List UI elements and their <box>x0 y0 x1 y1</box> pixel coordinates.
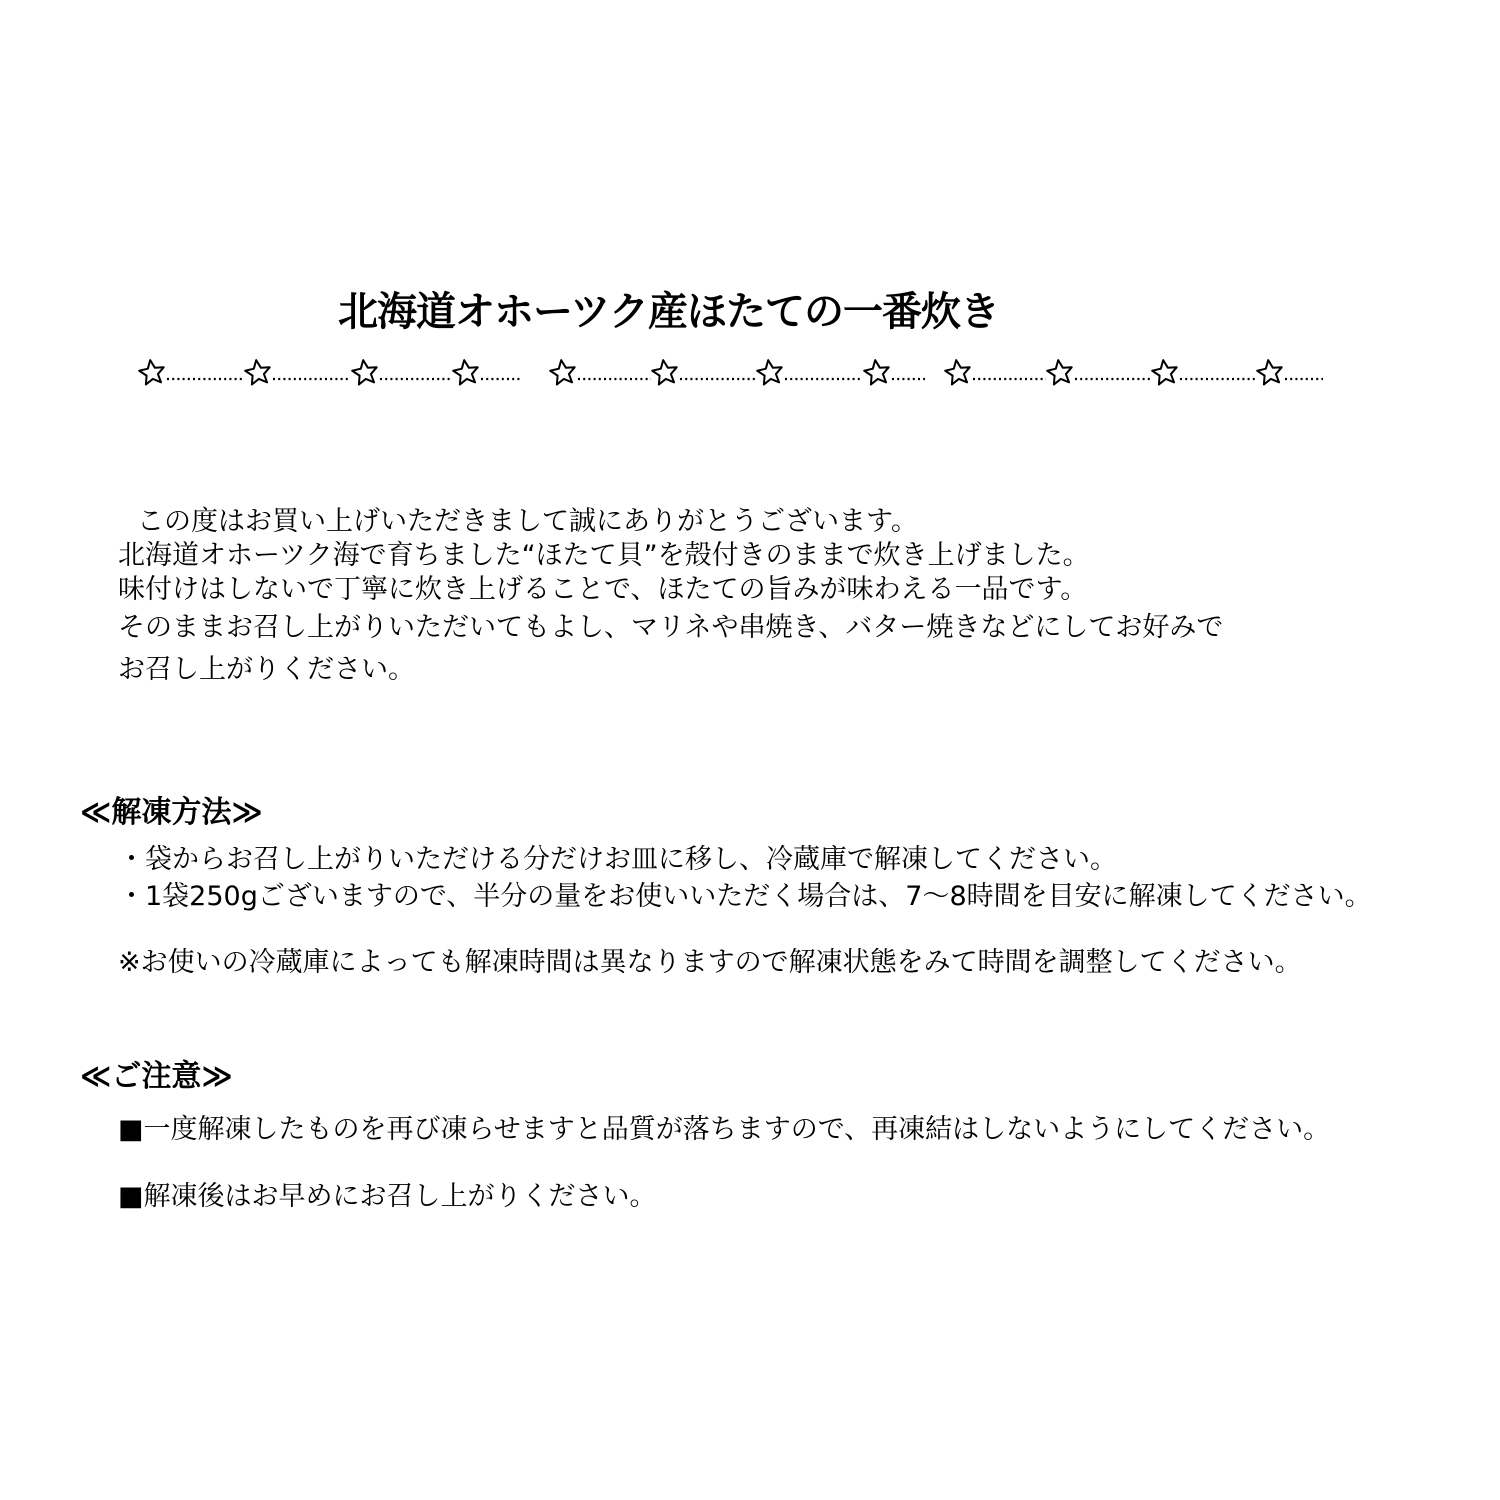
caution-heading: ≪ご注意≫ <box>80 1059 233 1094</box>
star-outline-icon <box>863 358 891 385</box>
star-outline-icon <box>756 358 784 385</box>
star-outline-icon <box>944 358 972 385</box>
thawing-item: ・1袋250gございますので、半分の量をお使いいただく場合は、7～8時間を目安に解凍してください。 <box>118 881 1372 912</box>
caution-item: ■一度解凍したものを再び凍らせますと品質が落ちますので、再凍結はしないようにしてください。 <box>118 1114 1331 1145</box>
caution-item: ■解凍後はお早めにお召し上がりください。 <box>118 1181 657 1212</box>
intro-line: そのままお召し上がりいただいてもよし、マリネや串焼き、バター焼きなどにしてお好みで <box>118 612 1224 643</box>
intro-line: お召し上がりください。 <box>118 654 415 685</box>
star-outline-icon <box>244 358 272 385</box>
page-title: 北海道オホーツク産ほたての一番炊き <box>338 288 999 335</box>
star-outline-icon <box>1046 358 1074 385</box>
star-divider <box>0 355 1500 395</box>
intro-line: 北海道オホーツク海で育ちました“ほたて貝”を殻付きのままで炊き上げました。 <box>118 540 1090 571</box>
star-outline-icon <box>452 358 480 385</box>
star-outline-icon <box>651 358 679 385</box>
intro-line: この度はお買い上げいただきまして誠にありがとうございます。 <box>137 506 918 537</box>
intro-line: 味付けはしないで丁寧に炊き上げることで、ほたての旨みが味わえる一品です。 <box>118 574 1088 605</box>
thawing-note: ※お使いの冷蔵庫によっても解凍時間は異なりますので解凍状態をみて時間を調整してください。 <box>118 947 1302 978</box>
thawing-item: ・袋からお召し上がりいただける分だけお皿に移し、冷蔵庫で解凍してください。 <box>118 844 1117 875</box>
star-outline-icon <box>1151 358 1179 385</box>
star-outline-icon <box>549 358 577 385</box>
thawing-heading: ≪解凍方法≫ <box>80 795 263 830</box>
star-outline-icon <box>138 358 166 385</box>
star-outline-icon <box>351 358 379 385</box>
star-outline-icon <box>1256 358 1284 385</box>
